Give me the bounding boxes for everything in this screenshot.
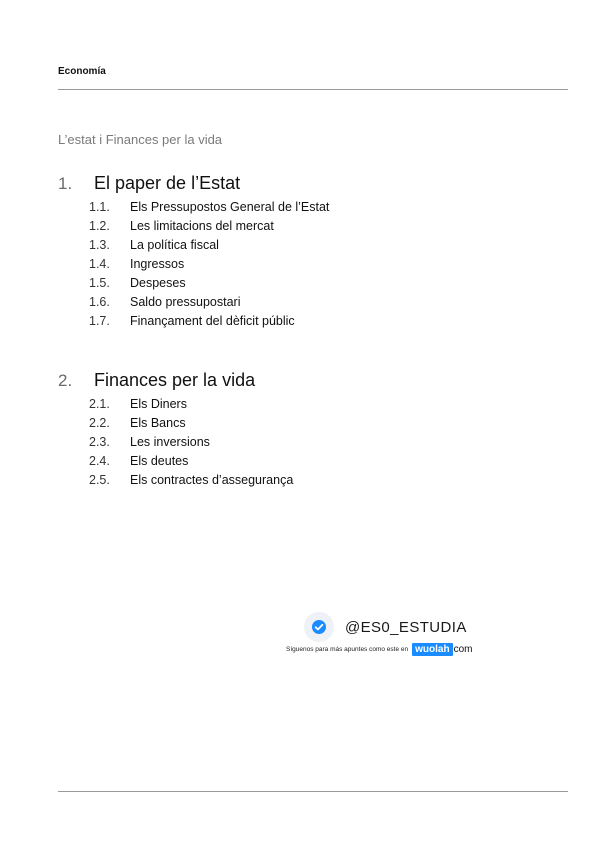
verified-check-icon [311,619,327,635]
section-1 [58,173,329,331]
list-item [58,236,329,255]
section-title: Finances per la vida [94,370,256,390]
list-item [58,471,293,490]
brand-handle: @ES0_ESTUDIA [345,618,467,636]
promo-text: Síguenos para más apuntes como este en [286,646,409,653]
item-label: Els Bancs [130,416,186,430]
list-item [58,255,329,274]
item-number: 1.1. [89,200,110,214]
section-heading [58,173,329,197]
header-title: Economía [58,66,106,77]
item-label: Finançament del dèficit públic [130,314,295,328]
footer-divider [58,791,568,792]
item-label: Els Diners [130,397,187,411]
wuolah-logo-box: wuolah [412,643,452,656]
item-label: Saldo pressupostari [130,295,241,309]
document-subtitle: L’estat i Finances per la vida [58,132,223,147]
section-2 [58,370,293,490]
item-number: 2.5. [89,473,110,487]
item-label: Despeses [130,276,186,290]
list-item [58,293,329,312]
list-item [58,433,293,452]
list-item [58,198,329,217]
section-heading [58,370,293,394]
item-label: Els deutes [130,454,189,468]
section-item-list [58,395,293,490]
item-label: Les inversions [130,435,210,449]
item-number: 2.1. [89,397,110,411]
list-item [58,274,329,293]
list-item [58,217,329,236]
item-label: Ingressos [130,257,185,271]
wuolah-logo [412,643,472,656]
item-number: 1.3. [89,238,110,252]
promo-line[interactable] [286,643,473,656]
item-label: Les limitacions del mercat [130,219,274,233]
item-number: 2.4. [89,454,110,468]
item-number: 2.3. [89,435,110,449]
list-item [58,312,329,331]
item-number: 2.2. [89,416,110,430]
item-label: Els contractes d’assegurança [130,473,294,487]
item-number: 1.2. [89,219,110,233]
item-number: 1.6. [89,295,110,309]
wuolah-logo-suffix: com [453,644,473,655]
item-number: 1.7. [89,314,110,328]
verified-badge [304,612,334,642]
section-number: 1. [58,174,73,193]
section-title: El paper de l’Estat [94,173,241,193]
item-label: Els Pressupostos General de l’Estat [130,200,330,214]
list-item [58,395,293,414]
item-number: 1.4. [89,257,110,271]
header-divider [58,89,568,90]
item-label: La política fiscal [130,238,219,252]
list-item [58,414,293,433]
section-number: 2. [58,371,73,390]
section-item-list [58,198,329,331]
item-number: 1.5. [89,276,110,290]
brand-handle-block[interactable] [304,612,467,642]
list-item [58,452,293,471]
